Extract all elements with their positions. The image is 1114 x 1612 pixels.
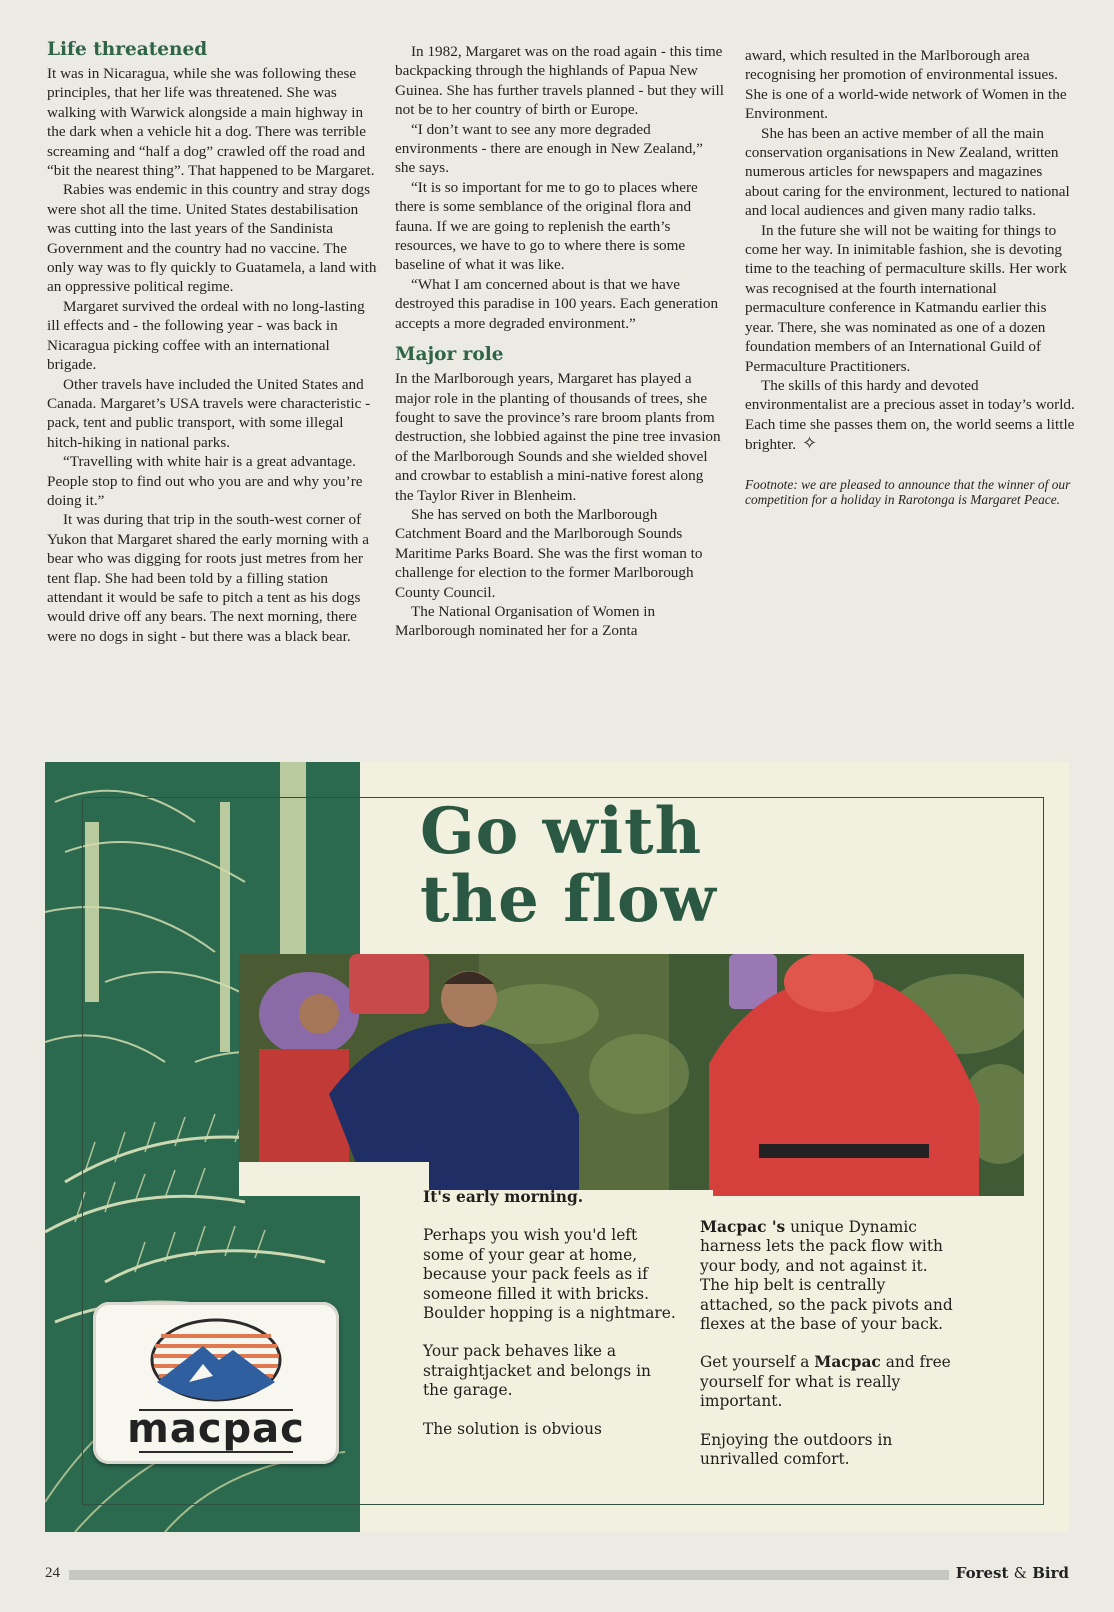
ad-paragraph — [700, 1353, 955, 1411]
magazine-title-a: Forest — [955, 1564, 1009, 1582]
paragraph: Rabies was endemic in this country and stray dogs were shot all the time. United States destabilisation was cutting into the last years of the Sandinista Government and the country had no vaccine. The only way was to fly quickly to Guatamela, a land with an oppressive political regime. — [47, 181, 377, 296]
ad-paragraph: Perhaps you wish you'd left some of your gear at home, because your pack feels as if someone filled it with bricks. Boulder hopping is a nightmare. — [423, 1226, 676, 1323]
paragraph: It was during that trip in the south-west corner of Yukon that Margaret shared the early morning with a bear who was digging for roots just metres from her tent flap. She had been told by a filling station attendant it would be safe to pitch a tent as his dogs would drive off any bears. The next morning, there were no dogs in sight - but there was a black bear. — [47, 511, 369, 645]
footnote: Footnote: we are pleased to announce that the winner of our competition for a holiday in Rarotonga is Margaret Peace. — [745, 476, 1071, 508]
paragraph: award, which resulted in the Marlborough area recognising her promotion of environmental issues. She is one of a world-wide network of Women in the Environment. — [745, 47, 1067, 123]
paragraph: “What I am concerned about is that we have destroyed this paradise in 100 years. Each generation accepts a more degraded environment.” — [395, 275, 719, 332]
macpac-advertisement — [45, 762, 1069, 1532]
paragraph: It was in Nicaragua, while she was following these principles, that her life was threatened. She was walking with Warwick alongside a main highway in the dark when a vehicle hit a dog. There was terrible screaming and “half a dog” crawled off the road and “bit the nearest thing”. That happened to be Margaret. — [47, 65, 375, 180]
paragraph: In 1982, Margaret was on the road again - this time backpacking through the highlands of Papua New Guinea. She has further travels planned - but they will not be to her country of birth or Europe. — [395, 43, 724, 119]
headline-line-1: Go with — [420, 794, 703, 869]
hikers-photo — [239, 954, 1024, 1196]
page-number: 24 — [45, 1565, 60, 1581]
article-column-2 — [395, 42, 725, 641]
paragraph: “I don’t want to see any more degraded environments - there are enough in New Zealand,” she says. — [395, 120, 703, 177]
hikers-photo-icon — [239, 954, 1024, 1196]
paragraph-final — [745, 376, 1075, 455]
footer-rule — [69, 1570, 949, 1580]
paragraph: She has served on both the Marlborough Catchment Board and the Marlborough Sounds Maritime Parks Board. She was the first woman to challenge for election to the former Marlborough County Council. — [395, 505, 703, 601]
section-heading-major-role: Major role — [395, 344, 504, 366]
article-column-3 — [745, 46, 1075, 508]
ad-text: Get yourself a — [700, 1353, 815, 1372]
paragraph: In the Marlborough years, Margaret has played a major role in the planting of thousands of trees, she fought to save the province’s rare broom plants from destruction, she lobbied against the pine tree invasion of the Marlborough Sounds and she wielded shovel and crowbar to establish a mini-native forest along the Taylor River in Blenheim. — [395, 370, 721, 504]
ad-paragraph: The solution is obvious — [423, 1419, 602, 1438]
logo-wordmark: macpac — [127, 1406, 305, 1452]
paragraph: Margaret survived the ordeal with no long-lasting ill effects and - the following year - was back in Nicaragua picking coffee with an international brigade. — [47, 297, 365, 374]
brand-name: Macpac 's — [700, 1218, 786, 1236]
ad-lead: It's early morning. — [423, 1188, 584, 1206]
magazine-title — [956, 1564, 1069, 1582]
ad-text-right — [700, 1218, 955, 1488]
photo-notch — [239, 1162, 429, 1196]
bird-end-icon: ✧ — [802, 433, 818, 454]
magazine-title-b: Bird — [1032, 1564, 1069, 1582]
paragraph: Other travels have included the United States and Canada. Margaret’s USA travels were characteristic - pack, tent and public transport, with some illegal hitch-hiking in national parks. — [47, 375, 371, 451]
magazine-title-amp: & — [1013, 1564, 1027, 1582]
ad-text: and free yourself for what is really important. — [700, 1353, 951, 1411]
section-heading-life-threatened: Life threatened — [47, 39, 208, 60]
paragraph: The National Organisation of Women in Marlborough nominated her for a Zonta — [395, 602, 656, 640]
ad-paragraph: Your pack behaves like a straightjacket and belongs in the garage. — [423, 1342, 651, 1400]
ad-headline — [420, 794, 717, 937]
paragraph: “It is so important for me to go to places where there is some semblance of the original flora and fauna. If we are going to replenish the earth’s resources, we have to go to where there is some baseline of what it was like. — [395, 178, 698, 274]
brand-name: Macpac — [814, 1353, 881, 1372]
headline-line-2: the flow — [420, 862, 717, 937]
macpac-logo-patch — [93, 1302, 339, 1464]
paragraph: “Travelling with white hair is a great advantage. People stop to find out who you are and why you’re doing it.” — [47, 453, 363, 509]
paragraph-text: The skills of this hardy and devoted environmentalist are a precious asset in today’s world. Each time she passes them on, the world seems a little brighter. — [745, 376, 1075, 454]
paragraph: She has been an active member of all the main conservation organisations in New Zealand, written numerous articles for newspapers and magazines about caring for the environment, lectured to national and local audiences and given many radio talks. — [745, 124, 1070, 220]
page-footer — [45, 1565, 1069, 1587]
ad-text: unique Dynamic harness lets the pack flow with your body, and not against it. The hip belt is centrally attached, so the pack pivots and flexes at the base of your back. — [700, 1218, 953, 1334]
ad-paragraph — [700, 1218, 955, 1334]
article-column-1 — [47, 38, 377, 646]
paragraph: In the future she will not be waiting for things to come her way. In inimitable fashion, she is devoting time to the teaching of permaculture skills. Her work was recognised at the fourth international permaculture conference in Katmandu earlier this year. There, she was nominated as one of a dozen foundation members of an International Guild of Permaculture Practitioners. — [745, 221, 1067, 375]
ad-text-left — [423, 1188, 678, 1458]
ad-paragraph: Enjoying the outdoors in unrivalled comfort. — [700, 1430, 893, 1469]
